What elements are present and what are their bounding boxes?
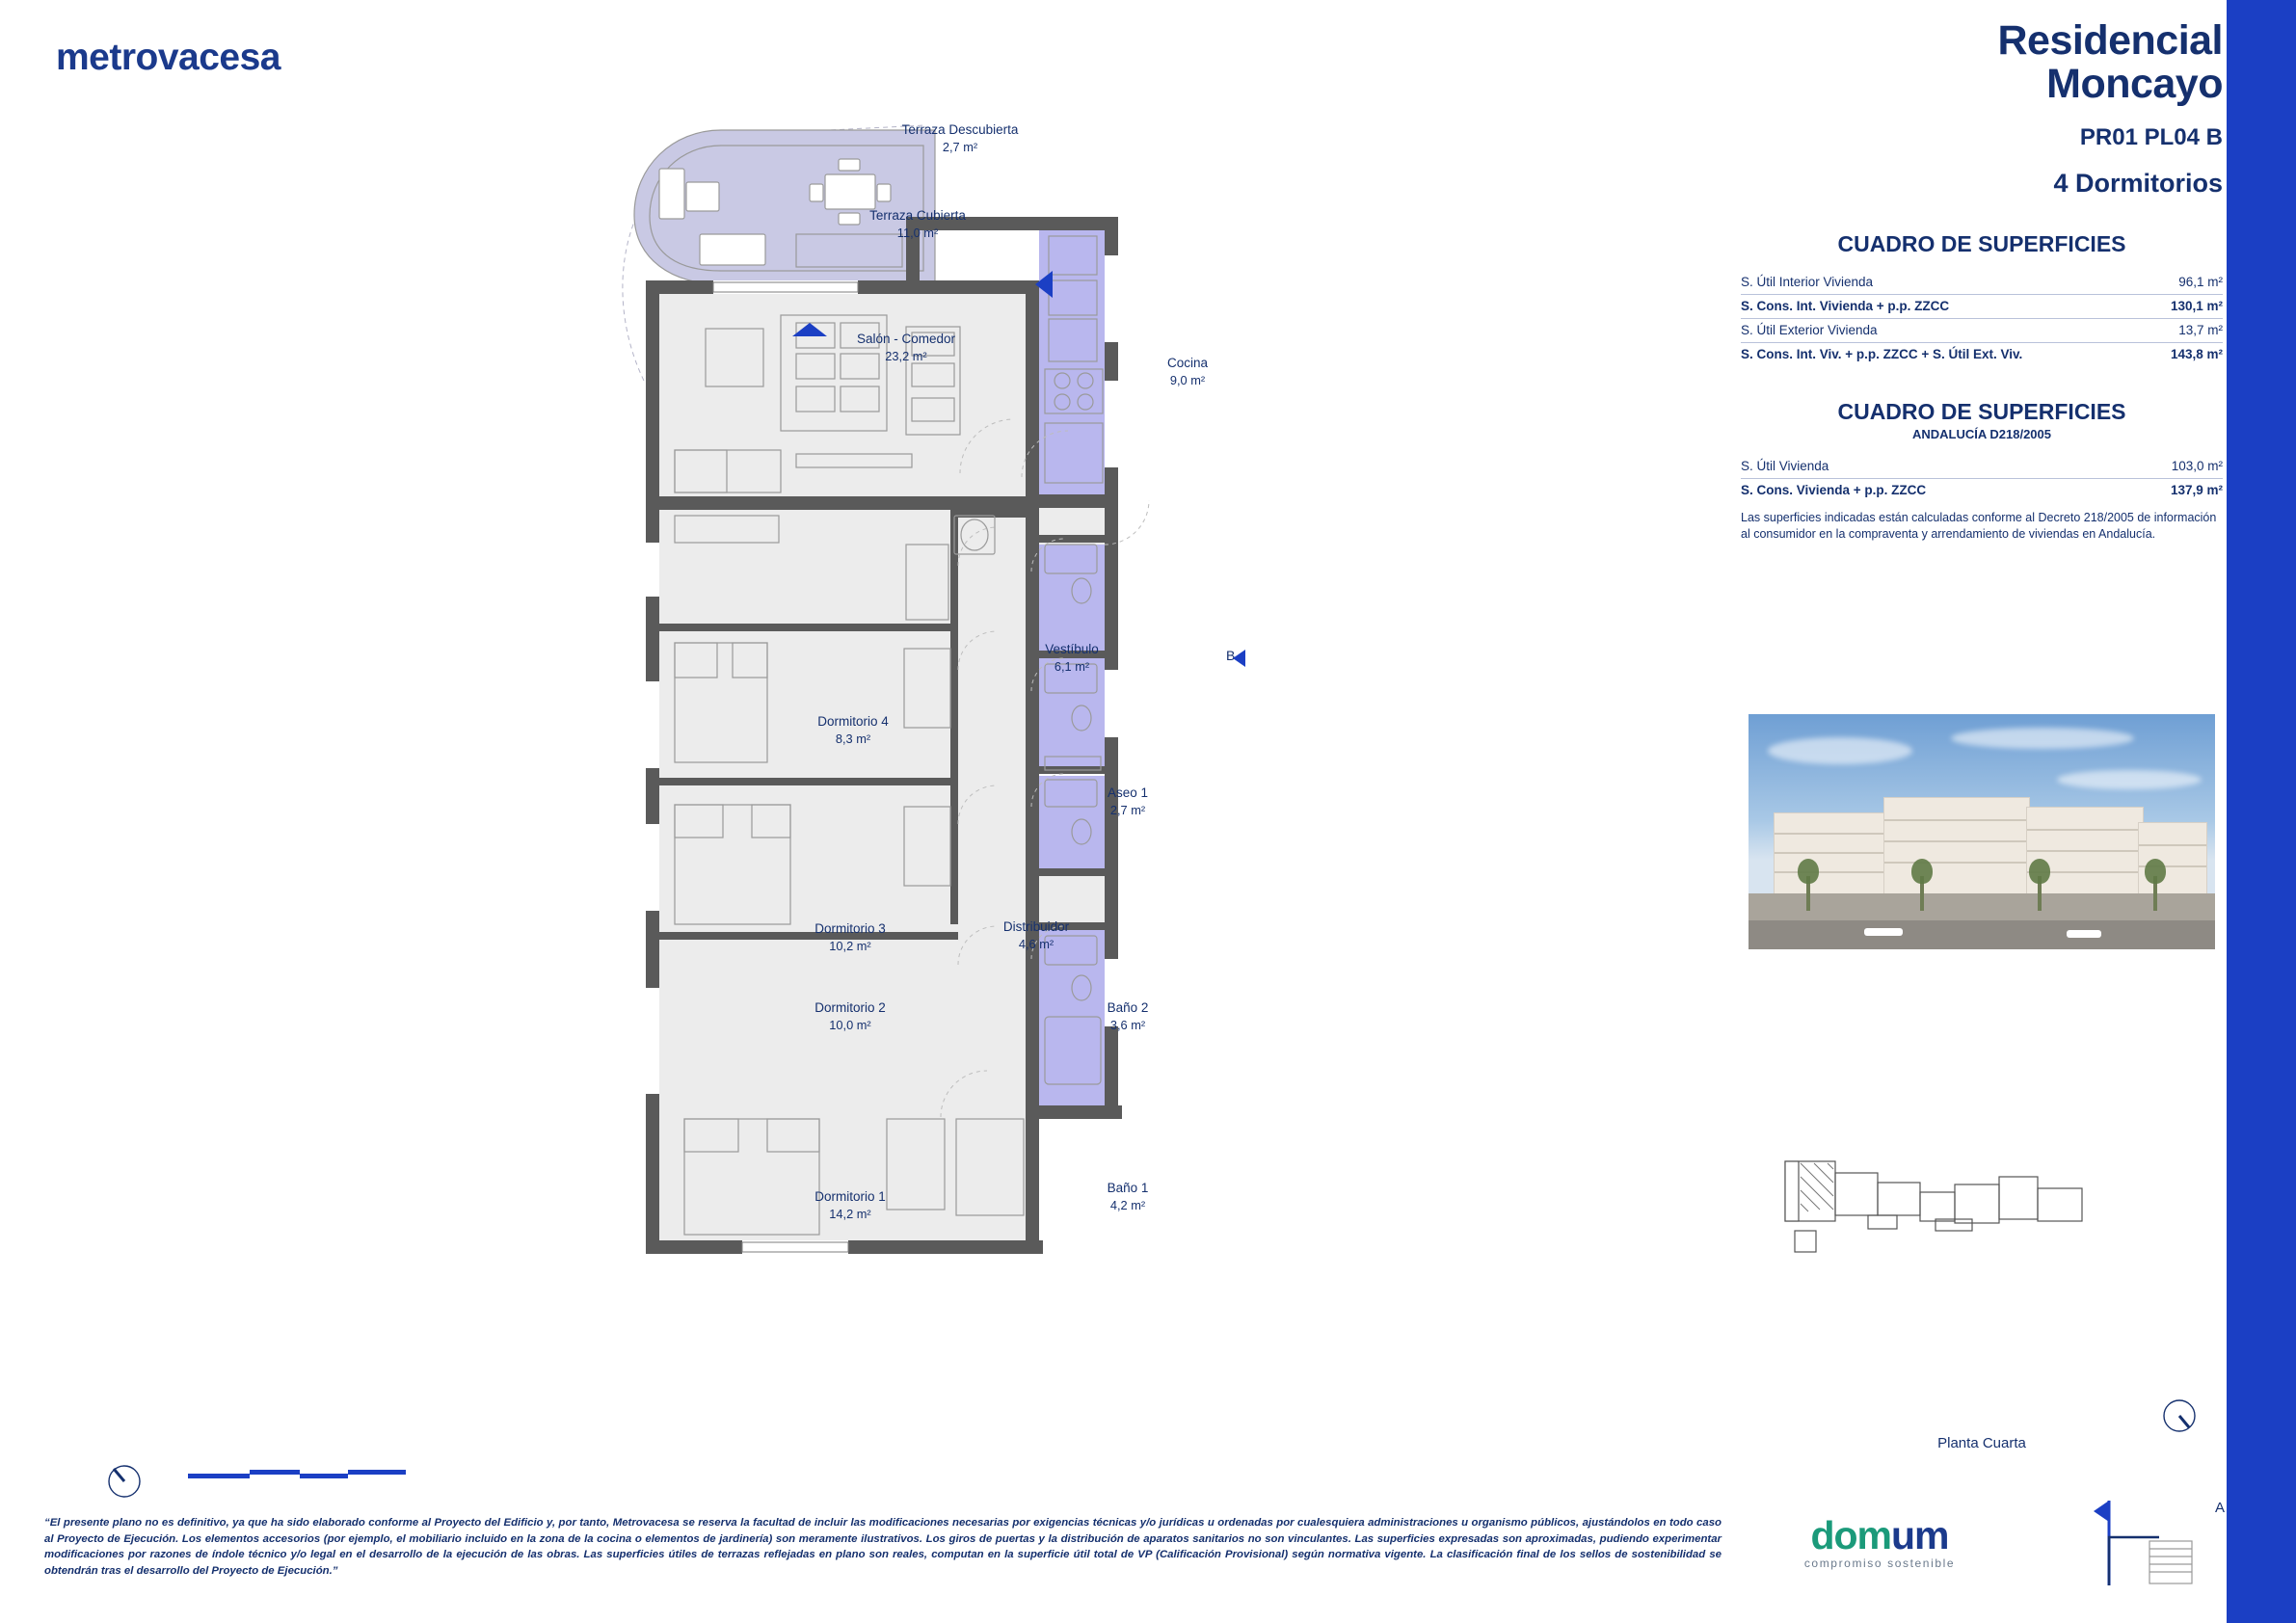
surface-label: S. Útil Exterior Vivienda bbox=[1741, 319, 2148, 343]
room-area: 2,7 m² bbox=[942, 140, 978, 155]
room-name: Baño 2 bbox=[1107, 1000, 1149, 1015]
info-panel bbox=[1741, 19, 2223, 542]
surface-value: 103,0 m² bbox=[2117, 455, 2223, 479]
keyplan-label: Planta Cuarta bbox=[1937, 1435, 2026, 1451]
room-area: 3,6 m² bbox=[1109, 1018, 1146, 1033]
entry-marker-b: B bbox=[1226, 648, 1236, 663]
domum-wordmark bbox=[1754, 1513, 2005, 1558]
room-name: Terraza Cubierta bbox=[869, 208, 966, 223]
surfaces-andalucia-title: CUADRO DE SUPERFICIES bbox=[1837, 399, 2126, 425]
room-area: 23,2 m² bbox=[885, 349, 927, 364]
table-row bbox=[1741, 455, 2223, 479]
section-a-marker bbox=[2092, 1499, 2207, 1590]
unit-code: PR01 PL04 B bbox=[2079, 124, 2223, 151]
section-a-label: A bbox=[2215, 1500, 2226, 1516]
room-name: Dormitorio 1 bbox=[814, 1189, 886, 1204]
room-area: 9,0 m² bbox=[1169, 373, 1206, 388]
table-row bbox=[1741, 319, 2223, 343]
domum-word-a: dom bbox=[1810, 1513, 1892, 1557]
room-area: 11,0 m² bbox=[896, 226, 939, 241]
room-area: 4,2 m² bbox=[1109, 1198, 1146, 1213]
project-title-line2: Moncayo bbox=[2046, 60, 2223, 107]
room-name: Salón - Comedor bbox=[856, 332, 956, 346]
surfaces-table bbox=[1741, 271, 2223, 366]
surfaces-title: CUADRO DE SUPERFICIES bbox=[1837, 231, 2126, 257]
table-row bbox=[1741, 479, 2223, 503]
building-render-image bbox=[1749, 714, 2215, 949]
room-name: Dormitorio 3 bbox=[814, 921, 886, 936]
key-plan-diagram bbox=[1781, 1156, 2119, 1262]
right-blue-band bbox=[2227, 0, 2296, 1623]
surface-label: S. Útil Interior Vivienda bbox=[1741, 271, 2148, 295]
room-name: Aseo 1 bbox=[1107, 785, 1149, 800]
room-area: 8,3 m² bbox=[835, 732, 871, 747]
surfaces-andalucia-subtitle: ANDALUCÍA D218/2005 bbox=[1911, 427, 2051, 442]
project-title bbox=[1741, 19, 2223, 105]
surface-value: 137,9 m² bbox=[2170, 483, 2223, 498]
room-area: 14,2 m² bbox=[829, 1207, 871, 1222]
surface-value: 130,1 m² bbox=[2148, 295, 2223, 319]
room-area: 10,0 m² bbox=[829, 1018, 871, 1033]
surface-value: 143,8 m² bbox=[2170, 347, 2223, 362]
surface-value: 96,1 m² bbox=[2148, 271, 2223, 295]
room-area: 2,7 m² bbox=[1109, 803, 1146, 818]
surface-label: S. Cons. Vivienda + p.p. ZZCC bbox=[1741, 483, 1927, 498]
north-compass-right-icon bbox=[2157, 1397, 2202, 1442]
entry-arrow-icon bbox=[1232, 648, 1249, 669]
domum-tagline: compromiso sostenible bbox=[1803, 1556, 1956, 1570]
room-area: 10,2 m² bbox=[829, 939, 871, 954]
domum-word-b: um bbox=[1891, 1513, 1949, 1557]
bedroom-count: 4 Dormitorios bbox=[2053, 169, 2223, 199]
room-name: Cocina bbox=[1166, 356, 1209, 370]
domum-logo bbox=[1754, 1513, 2005, 1570]
surfaces-andalucia-table bbox=[1741, 455, 2223, 502]
surfaces-note: Las superficies indicadas están calculadas conforme al Decreto 218/2005 de información al consumidor en la compraventa y arrendamiento de viviendas en Andalucía. bbox=[1741, 511, 2217, 541]
surface-label: S. Cons. Int. Vivienda + p.p. ZZCC bbox=[1741, 295, 2148, 319]
legal-disclaimer: “El presente plano no es definitivo, ya que ha sido elaborado conforme al Proyecto del Edificio y, por tanto, Metrovacesa se reserva la facultad de incluir las modificaciones necesarias por exigencias técnicas y/o jurídicas u ordenadas por cualesquiera administraciones u organismo públicos, ajustándolos en todo caso al Proyecto de Ejecución. Los elementos accesorios (por ejemplo, el mobiliario incluido en la zona de la cocina o elementos de jardinería) son meramente ilustrativos. Los giros de puertas y la distribución de aparatos sanitarios no son vinculantes. Las superficies expresadas son aproximadas, pudiendo experimentar modificaciones por razones de índole técnico y/o legal en el desarrollo de la ejecución de las obras. Las superficies útiles de terrazas reflejadas en plano son reales, computan en la superficie útil total de VP (Calificación Provisional) según normativa vigente. La clasificación final de los sellos de sostenibilidad se obtendrán tras el desarrollo del Proyecto de Ejecución.” bbox=[44, 1517, 1722, 1577]
surface-value: 13,7 m² bbox=[2148, 319, 2223, 343]
floor-plan bbox=[617, 92, 1330, 1344]
room-name: Terraza Descubierta bbox=[901, 122, 1019, 137]
room-name: Dormitorio 4 bbox=[817, 714, 889, 729]
table-row bbox=[1741, 271, 2223, 295]
room-name: Distribuidor bbox=[1002, 919, 1070, 934]
metrovacesa-logo: metrovacesa bbox=[56, 37, 280, 78]
surface-label: S. Cons. Int. Viv. + p.p. ZZCC + S. Útil Ext. Viv. bbox=[1741, 347, 2023, 362]
room-name: Dormitorio 2 bbox=[814, 1000, 886, 1015]
north-compass-left-icon bbox=[102, 1455, 147, 1500]
room-area: 4,6 m² bbox=[1018, 937, 1055, 952]
scale-bar bbox=[188, 1468, 410, 1483]
room-name: Vestíbulo bbox=[1045, 642, 1099, 656]
room-area: 6,1 m² bbox=[1054, 659, 1090, 675]
project-title-line1: Residencial bbox=[1997, 17, 2223, 64]
surface-label: S. Útil Vivienda bbox=[1741, 455, 2117, 479]
room-name: Baño 1 bbox=[1107, 1181, 1149, 1195]
table-row bbox=[1741, 343, 2223, 367]
table-row bbox=[1741, 295, 2223, 319]
